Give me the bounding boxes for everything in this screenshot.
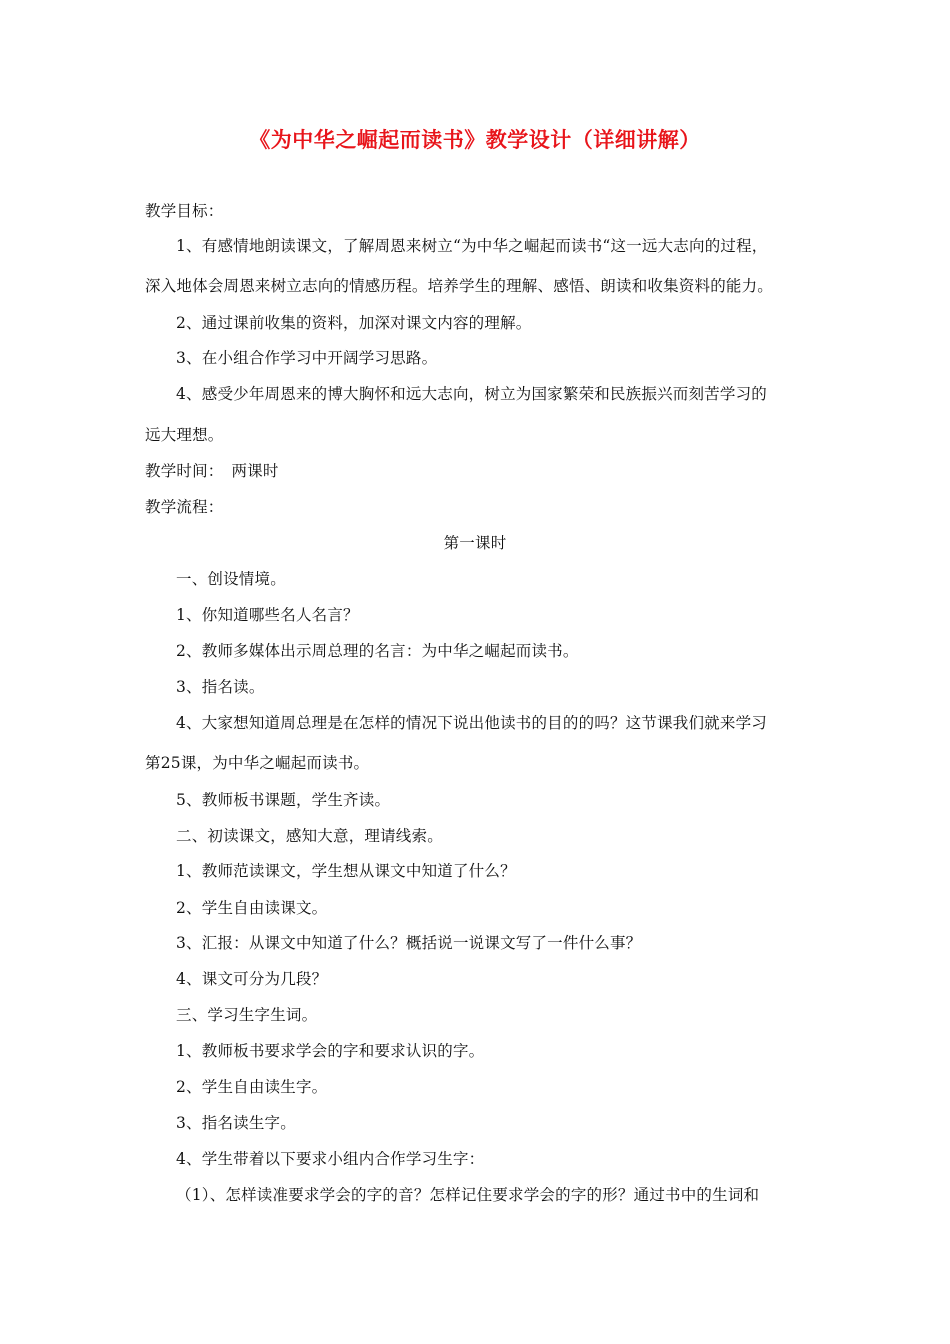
part-1-item-3: 3、指名读。 [176, 678, 265, 696]
part-2-heading: 二、初读课文，感知大意，理请线索。 [176, 827, 443, 845]
part-1-item-4-continued: 第25课，为中华之崛起而读书。 [145, 754, 370, 772]
goal-3-text: 3、在小组合作学习中开阔学习思路。 [176, 349, 438, 367]
goal-1-continued: 深入地体会周恩来树立志向的情感历程。培养学生的理解、感悟、朗读和收集资料的能力。 [145, 277, 774, 295]
lesson-heading: 第一课时 [443, 534, 507, 552]
part-1-item-4: 4、大家想知道周总理是在怎样的情况下说出他读书的目的的吗？这节课我们就来学习 [176, 714, 767, 732]
goal-4-continued: 远大理想。 [145, 426, 224, 444]
goal-4-text: 4、感受少年周恩来的博大胸怀和远大志向，树立为国家繁荣和民族振兴而刻苦学习的 [176, 385, 767, 403]
section-heading-goals: 教学目标： [145, 202, 224, 220]
teaching-time: 教学时间： 两课时 [145, 462, 279, 480]
part-2-item-1: 1、教师范读课文，学生想从课文中知道了什么？ [176, 862, 516, 880]
part-1-item-1: 1、你知道哪些名人名言？ [176, 606, 359, 624]
part-2-item-4: 4、课文可分为几段？ [176, 970, 328, 988]
part-3-item-1: 1、教师板书要求学会的字和要求认识的字。 [176, 1042, 485, 1060]
part-2-item-2: 2、学生自由读课文。 [176, 899, 328, 917]
document-title: 《为中华之崛起而读书》教学设计（详细讲解） [249, 128, 701, 152]
part-1-item-2: 2、教师多媒体出示周总理的名言：为中华之崛起而读书。 [176, 642, 579, 660]
goal-1-text: 1、有感情地朗读课文，了解周恩来树立“为中华之崛起而读书“这一远大志向的过程， [176, 237, 768, 255]
part-1-heading: 一、创设情境。 [176, 570, 286, 588]
section-heading-process: 教学流程： [145, 498, 224, 516]
part-3-heading: 三、学习生字生词。 [176, 1006, 318, 1024]
part-3-item-4: 4、学生带着以下要求小组内合作学习生字： [176, 1150, 485, 1168]
part-1-item-5: 5、教师板书课题，学生齐读。 [176, 791, 391, 809]
goal-2-text: 2、通过课前收集的资料，加深对课文内容的理解。 [176, 314, 532, 332]
part-2-item-3: 3、汇报：从课文中知道了什么？概括说一说课文写了一件什么事？ [176, 934, 642, 952]
part-3-item-2: 2、学生自由读生字。 [176, 1078, 328, 1096]
part-3-subitem-1: （1）、怎样读准要求学会的字的音？怎样记住要求学会的字的形？通过书中的生词和 [176, 1186, 760, 1204]
part-3-item-3: 3、指名读生字。 [176, 1114, 296, 1132]
